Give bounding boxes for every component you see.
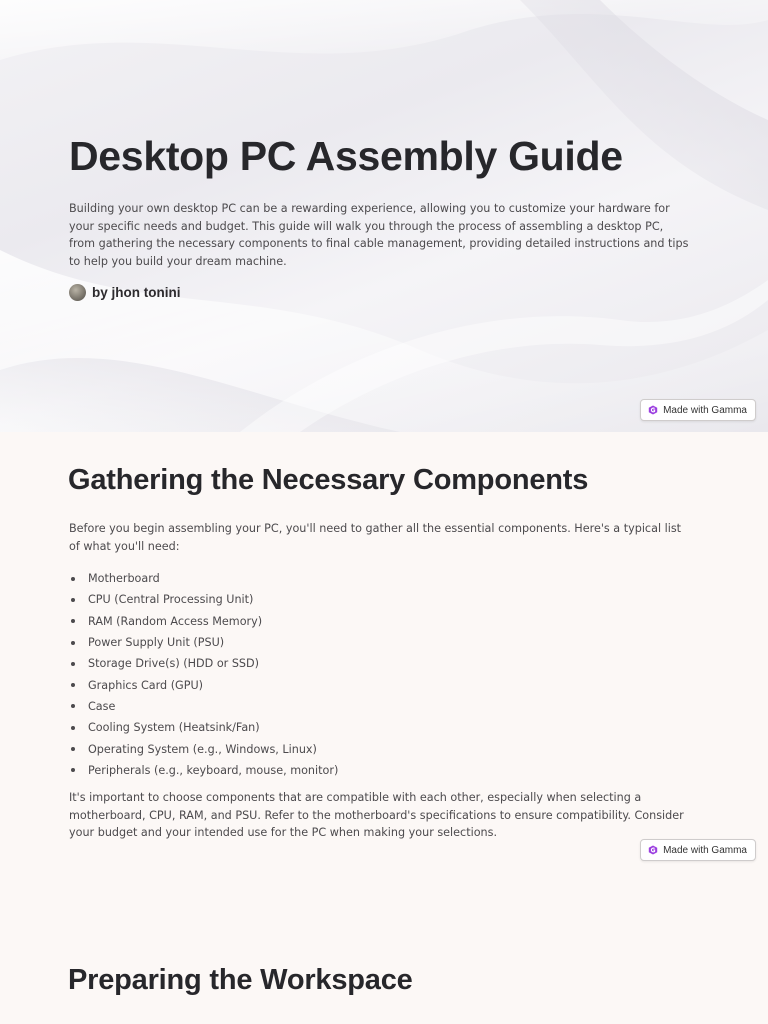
list-item: Peripherals (e.g., keyboard, mouse, monitor) — [69, 760, 338, 781]
author-byline — [69, 284, 699, 301]
bullet-icon — [71, 704, 75, 708]
list-item: Operating System (e.g., Windows, Linux) — [69, 738, 338, 759]
list-item: Storage Drive(s) (HDD or SSD) — [69, 653, 338, 674]
components-list — [69, 568, 338, 781]
components-closing: It's important to choose components that are compatible with each other, especially when selecting a motherboard, CPU, RAM, and PSU. Refer to the motherboard's specifications to ensure compatibility. Consider your budget and your intended use for the PC when making your selections. — [69, 791, 684, 840]
list-item: Motherboard — [69, 568, 338, 589]
components-lead: Before you begin assembling your PC, you'll need to gather all the essential components. Here's a typical list of what you'll need: — [69, 522, 682, 553]
bullet-icon — [71, 662, 75, 666]
bullet-icon — [71, 683, 75, 687]
list-item: Cooling System (Heatsink/Fan) — [69, 717, 338, 738]
author-name[interactable]: by jhon tonini — [92, 285, 181, 301]
bullet-icon — [71, 577, 75, 581]
bullet-icon — [71, 641, 75, 645]
bullet-icon — [71, 726, 75, 730]
badge-label: Made with Gamma — [663, 844, 747, 856]
bullet-icon — [71, 768, 75, 772]
components-heading: Gathering the Necessary Components — [68, 464, 589, 496]
gamma-logo-icon — [648, 845, 658, 855]
components-section — [0, 432, 768, 932]
list-item: Case — [69, 696, 338, 717]
hero-content — [69, 132, 699, 301]
list-item: Power Supply Unit (PSU) — [69, 632, 338, 653]
list-item: RAM (Random Access Memory) — [69, 611, 338, 632]
intro-paragraph: Building your own desktop PC can be a rewarding experience, allowing you to customize your hardware for your specific needs and budget. This guide will walk you through the process of assembling a desktop PC, from gathering the necessary components to final cable management, providing detailed instructions and tips to help you build your dream machine. — [69, 202, 689, 268]
bullet-icon — [71, 747, 75, 751]
list-item: Graphics Card (GPU) — [69, 674, 338, 695]
page-title: Desktop PC Assembly Guide — [69, 133, 623, 179]
gamma-logo-icon — [648, 405, 658, 415]
bullet-icon — [71, 619, 75, 623]
workspace-heading: Preparing the Workspace — [68, 964, 413, 996]
badge-label: Made with Gamma — [663, 404, 747, 416]
made-with-gamma-button[interactable] — [640, 839, 756, 861]
made-with-gamma-button[interactable] — [640, 399, 756, 421]
bullet-icon — [71, 598, 75, 602]
avatar[interactable] — [69, 284, 86, 301]
hero-section — [0, 0, 768, 432]
list-item: CPU (Central Processing Unit) — [69, 589, 338, 610]
